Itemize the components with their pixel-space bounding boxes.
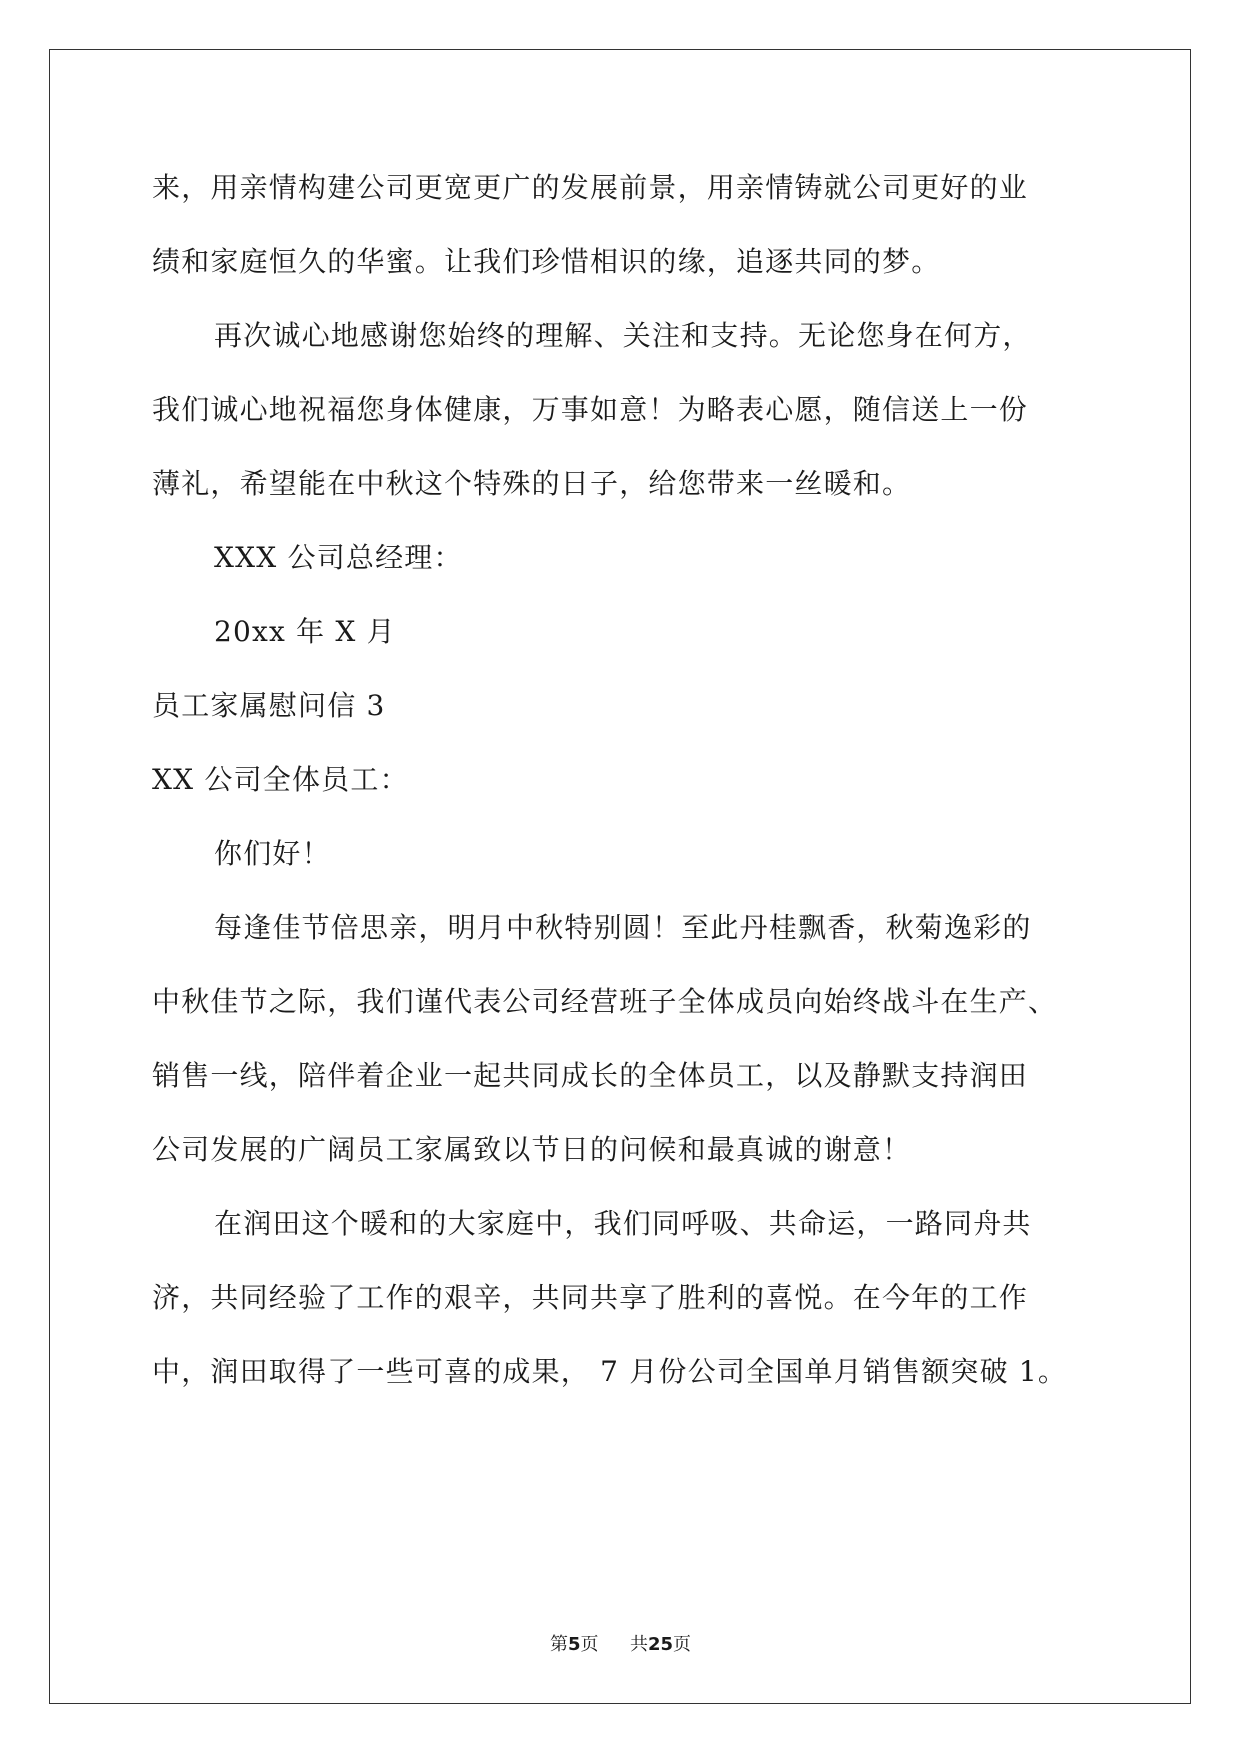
text-line: 我们诚心地祝福您身体健康，万事如意！为略表心愿，随信送上一份 [152, 393, 1029, 426]
greeting: 你们好！ [214, 837, 331, 870]
text-line: 中，润田取得了一些可喜的成果， 7 月份公司全国单月销售额突破 1。 [152, 1355, 1068, 1388]
text-line: 中秋佳节之际，我们谨代表公司经营班子全体成员向始终战斗在生产、 [152, 985, 1058, 1018]
page-border [49, 49, 1191, 1704]
paragraph-start: 在润田这个暖和的大家庭中，我们同呼吸、共命运，一路同舟共 [214, 1207, 1032, 1240]
signature-date: 20xx 年 X 月 [214, 615, 396, 648]
text-line: 薄礼，希望能在中秋这个特殊的日子，给您带来一丝暖和。 [152, 467, 912, 500]
section-heading: 员工家属慰问信 3 [152, 689, 386, 722]
paragraph-start: 再次诚心地感谢您始终的理解、关注和支持。无论您身在何方， [214, 319, 1032, 352]
text-line: 来，用亲情构建公司更宽更广的发展前景，用亲情铸就公司更好的业 [152, 171, 1029, 204]
text-line: 公司发展的广阔员工家属致以节日的问候和最真诚的谢意！ [152, 1133, 912, 1166]
text-line: 绩和家庭恒久的华蜜。让我们珍惜相识的缘，追逐共同的梦。 [152, 245, 941, 278]
signature-company: XXX 公司总经理： [214, 541, 463, 574]
page-total-label: 共25页 [629, 1634, 692, 1655]
page-footer [0, 1633, 1241, 1657]
text-line: 销售一线，陪伴着企业一起共同成长的全体员工，以及静默支持润田 [152, 1059, 1029, 1092]
total-page-number: 25 [647, 1634, 674, 1655]
current-page-number: 5 [567, 1634, 581, 1655]
text-line: 济，共同经验了工作的艰辛，共同共享了胜利的喜悦。在今年的工作 [152, 1281, 1029, 1314]
salutation: XX 公司全体员工： [152, 763, 409, 796]
page-number-label: 第5页 [549, 1634, 599, 1655]
paragraph-start: 每逢佳节倍思亲，明月中秋特别圆！至此丹桂飘香，秋菊逸彩的 [214, 911, 1032, 944]
